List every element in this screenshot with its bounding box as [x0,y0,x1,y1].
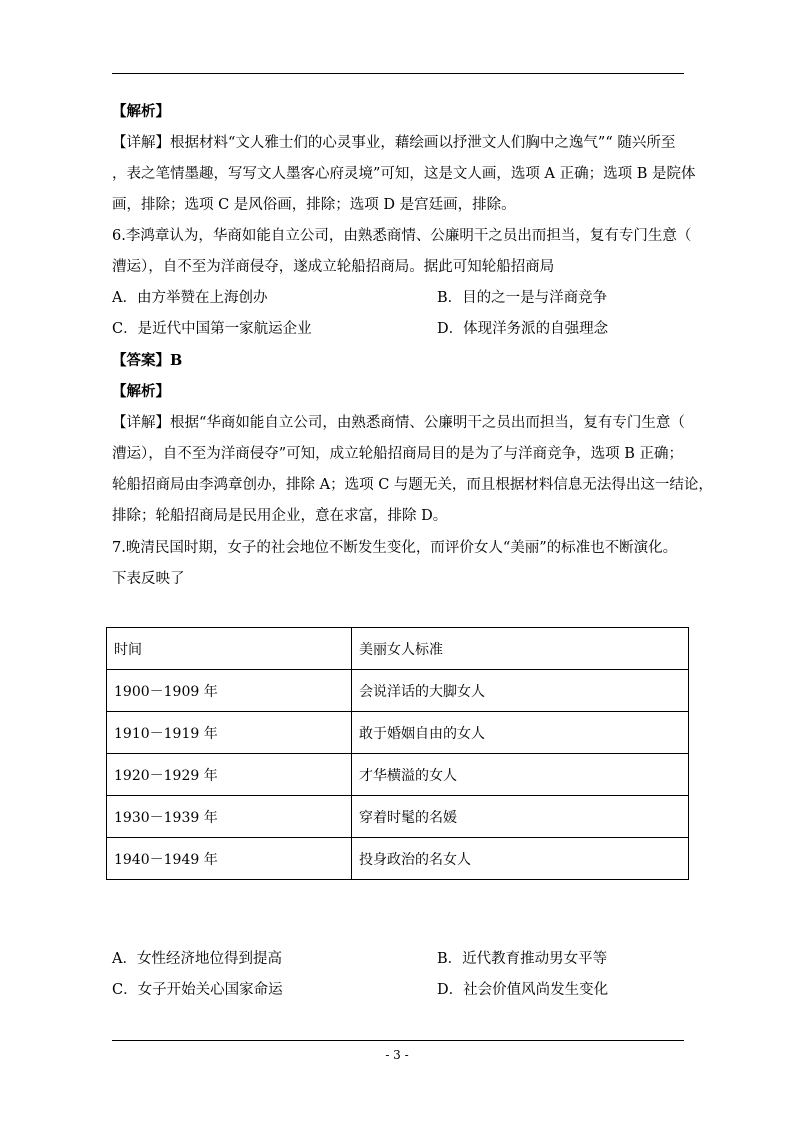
table-row [107,712,689,754]
table-cell-standard: 穿着时髦的名媛 [352,796,689,838]
table-cell-period: 1940－1949 年 [107,838,352,880]
table-cell-period: 1920－1929 年 [107,754,352,796]
table-row [107,796,689,838]
table-cell-period: 1910－1919 年 [107,712,352,754]
table-header-cell: 美丽女人标准 [352,628,689,670]
table-cell-standard: 会说洋话的大脚女人 [352,670,689,712]
q7-stem-line: 7.晚清民国时期，女子的社会地位不断发生变化，而评价女人“美丽”的标准也不断演化。 [112,540,678,556]
footer-rule [112,1040,684,1041]
q6-detail-line: 轮船招商局由李鸿章创办，排除 A；选项 C 与题无关，而且根据材料信息无法得出这一结论， [112,477,713,493]
q6-stem-line: 漕运），自不至为洋商侵夺，遂成立轮船招商局。据此可知轮船招商局 [112,259,555,275]
q7-option-c: C．女子开始关心国家命运 [112,982,283,998]
q5-explain-heading: 【解析】 [112,103,170,120]
table-row [107,754,689,796]
q5-detail-line: 【详解】根据材料“文人雅士们的心灵事业，藉绘画以抒泄文人们胸中之逸气”“ 随兴所至 [112,135,676,151]
q7-option-d: D．社会价值风尚发生变化 [437,982,609,998]
table-cell-standard: 才华横溢的女人 [352,754,689,796]
q7-option-a: A．女性经济地位得到提高 [112,951,282,967]
table-cell-period: 1930－1939 年 [107,796,352,838]
q6-option-a: A．由方举赞在上海创办 [112,290,268,306]
q6-detail-line: 【详解】根据“华商如能自立公司，由熟悉商情、公廉明干之员出而担当，复有专门生意（ [112,415,685,431]
table-cell-period: 1900－1909 年 [107,670,352,712]
table-row [107,838,689,880]
q6-option-d: D．体现洋务派的自强理念 [437,321,609,337]
q5-detail-line: ，表之笔情墨趣，写写文人墨客心府灵境”可知，这是文人画，选项 A 正确；选项 B 是院体 [112,166,696,182]
header-rule [112,73,684,74]
q7-stem-line: 下表反映了 [112,571,185,587]
q6-detail-line: 漕运），自不至为洋商侵夺”可知，成立轮船招商局目的是为了与洋商竞争，选项 B 正确； [112,446,684,462]
q6-explain-heading: 【解析】 [112,383,170,400]
q6-detail-line: 排除；轮船招商局是民用企业，意在求富，排除 D。 [112,508,448,524]
q6-option-c: C．是近代中国第一家航运企业 [112,321,312,337]
table-header-row [107,628,689,670]
page-number: - 3 - [385,1048,409,1062]
q6-option-b: B．目的之一是与洋商竞争 [437,290,608,306]
beauty-standard-table [106,627,689,880]
table-cell-standard: 敢于婚姻自由的女人 [352,712,689,754]
q6-answer: 【答案】B [112,352,183,369]
table-row [107,670,689,712]
q6-stem-line: 6.李鸿章认为，华商如能自立公司，由熟悉商情、公廉明干之员出而担当，复有专门生意（ [112,228,692,244]
q7-option-b: B．近代教育推动男女平等 [437,951,608,967]
q5-detail-line: 画，排除；选项 C 是风俗画，排除；选项 D 是宫廷画，排除。 [112,197,516,213]
table-cell-standard: 投身政治的名女人 [352,838,689,880]
table-header-cell: 时间 [107,628,352,670]
